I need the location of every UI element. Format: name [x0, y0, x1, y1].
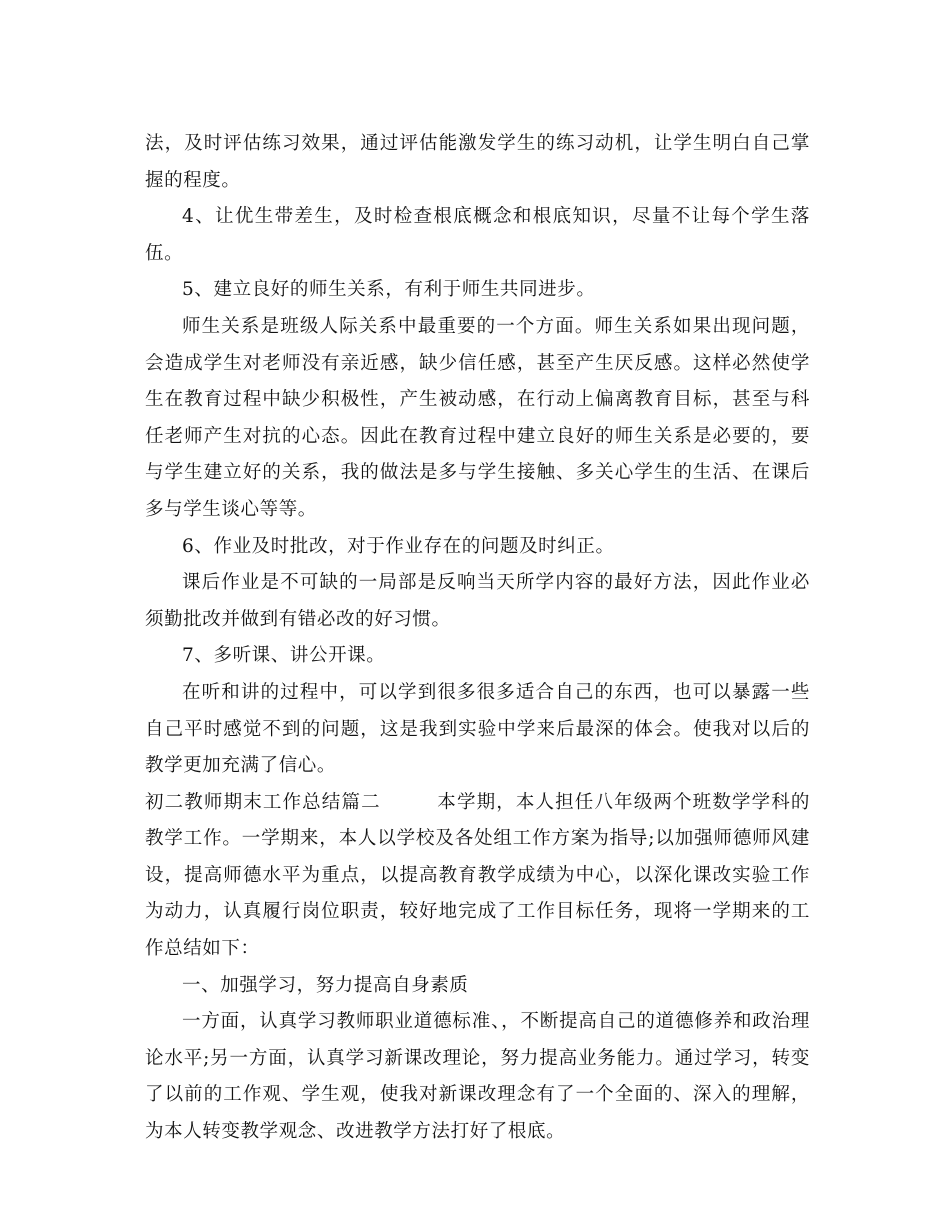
list-item-4: 4、让优生带差生，及时检查根底概念和根底知识，尽量不让每个学生落伍。 [145, 206, 810, 264]
list-item-6: 6、作业及时批改，对于作业存在的问题及时纠正。 [182, 535, 615, 557]
section-two-paragraph [145, 785, 810, 968]
paragraph-learning-details: 一方面，认真学习教师职业道德标准、，不断提高自己的道德修养和政治理论水平;另一方面，认真学习新课改理论，努力提高业务能力。通过学习，转变了以前的工作观、学生观，使我对新课改理念有了一个全面的、深入的理解，为本人转变教学观念、改进教学方法打好了根底。 [145, 1011, 810, 1143]
paragraph-lessons: 在听和讲的过程中，可以学到很多很多适合自己的东西，也可以暴露一些自己平时感觉不到的问题，这是我到实验中学来后最深的体会。使我对以后的教学更加充满了信心。 [145, 681, 810, 777]
paragraph-continuation: 法，及时评估练习效果，通过评估能激发学生的练习动机，让学生明白自己掌握的程度。 [145, 133, 810, 191]
section-intro: 本学期，本人担任八年级两个班数学学科的教学工作。一学期来，本人以学校及各处组工作方案为指导;以加强师德师风建设，提高师德水平为重点，以提高教育教学成绩为中心，以深化课改实验工作为动力，认真履行岗位职责，较好地完成了工作目标任务，现将一学期来的工作总结如下： [145, 791, 811, 960]
section-title: 初二教师期末工作总结篇二 [145, 791, 381, 813]
paragraph-homework: 课后作业是不可缺的一局部是反响当天所学内容的最好方法，因此作业必须勤批改并做到有错必改的好习惯。 [145, 572, 810, 630]
document-body [145, 126, 810, 1151]
list-item-7: 7、多听课、讲公开课。 [182, 645, 386, 667]
paragraph-teacher-student-relationship: 师生关系是班级人际关系中最重要的一个方面。师生关系如果出现问题，会造成学生对老师没有亲近感，缺少信任感，甚至产生厌反感。这样必然使学生在教育过程中缺少积极性，产生被动感，在行动上偏离教育目标，甚至与科任老师产生对抗的心态。因此在教育过程中建立良好的师生关系是必要的，要与学生建立好的关系，我的做法是多与学生接触、多关心学生的生活、在课后多与学生谈心等等。 [145, 315, 810, 520]
list-item-5: 5、建立良好的师生关系，有利于师生共同进步。 [182, 279, 596, 301]
heading-strengthen-learning: 一、加强学习，努力提高自身素质 [182, 974, 469, 996]
